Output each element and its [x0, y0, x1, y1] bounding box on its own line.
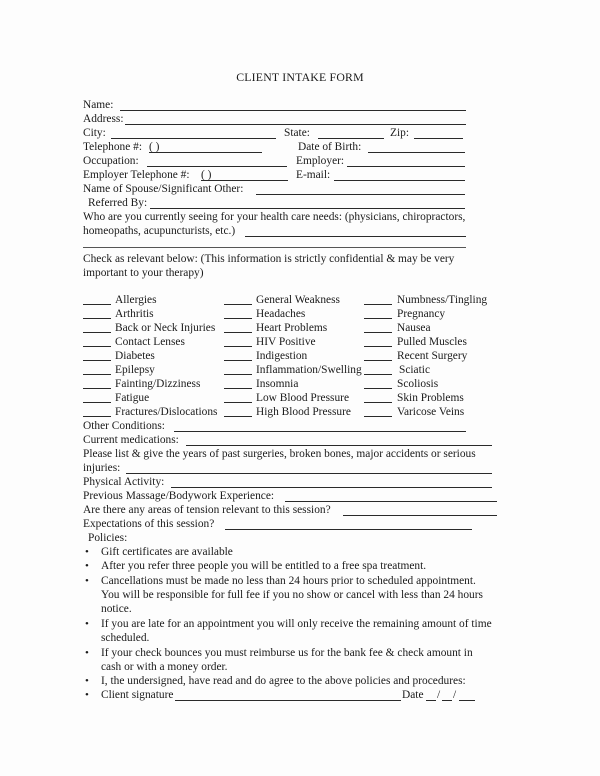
- policy-item-continued: scheduled.: [101, 632, 150, 644]
- policy-item: I, the undersigned, have read and do agree to the above policies and procedures:: [101, 675, 466, 687]
- date-separator: /: [437, 689, 441, 701]
- previous-massage-label: Previous Massage/Bodywork Experience:: [83, 490, 275, 502]
- condition-item[interactable]: Skin Problems: [397, 392, 464, 404]
- condition-item[interactable]: Varicose Veins: [397, 406, 465, 418]
- surgeries-question-line2: injuries:: [83, 462, 121, 474]
- bullet-icon: •: [85, 560, 89, 572]
- dob-line[interactable]: [368, 152, 465, 153]
- zip-line[interactable]: [414, 138, 463, 139]
- zip-label: Zip:: [390, 127, 409, 139]
- city-line[interactable]: [111, 138, 276, 139]
- condition-item[interactable]: Nausea: [397, 322, 431, 334]
- condition-item[interactable]: Numbness/Tingling: [397, 294, 488, 306]
- health-care-extra-line[interactable]: [83, 247, 466, 248]
- condition-item[interactable]: Pregnancy: [397, 308, 446, 320]
- condition-item[interactable]: Indigestion: [256, 350, 308, 362]
- employer-telephone-paren: ( ): [201, 169, 212, 181]
- dob-label: Date of Birth:: [298, 141, 362, 153]
- date-separator: /: [453, 689, 457, 701]
- condition-item[interactable]: Insomnia: [256, 378, 299, 390]
- condition-item[interactable]: Pulled Muscles: [397, 336, 467, 348]
- physical-activity-label: Physical Activity:: [83, 476, 165, 488]
- policy-item: After you refer three people you will be entitled to a free spa treatment.: [101, 560, 427, 572]
- condition-item[interactable]: Fainting/Dizziness: [115, 378, 201, 390]
- condition-item[interactable]: Arthritis: [115, 308, 154, 320]
- employer-label: Employer:: [296, 155, 345, 167]
- check-intro-line1: Check as relevant below: (This information is strictly confidential & may be very: [83, 253, 455, 265]
- condition-item[interactable]: Fractures/Dislocations: [115, 406, 218, 418]
- state-label: State:: [284, 127, 310, 139]
- spouse-label: Name of Spouse/Significant Other:: [83, 183, 244, 195]
- tension-line[interactable]: [343, 515, 497, 516]
- email-label: E-mail:: [296, 169, 331, 181]
- condition-item[interactable]: Scoliosis: [397, 378, 439, 390]
- occupation-line[interactable]: [147, 166, 287, 167]
- city-label: City:: [83, 127, 106, 139]
- tension-question-label: Are there any areas of tension relevant to this session?: [83, 504, 331, 516]
- condition-item[interactable]: Epilepsy: [115, 364, 155, 376]
- policy-item: If your check bounces you must reimburse us for the bank fee & check amount in: [101, 647, 473, 659]
- current-medications-line[interactable]: [186, 445, 492, 446]
- condition-item[interactable]: Back or Neck Injuries: [115, 322, 216, 334]
- surgeries-question-line1: Please list & give the years of past surgeries, broken bones, major accidents or serious: [83, 448, 476, 460]
- condition-item[interactable]: Inflammation/Swelling: [256, 364, 362, 376]
- occupation-label: Occupation:: [83, 155, 139, 167]
- expectations-label: Expectations of this session?: [83, 518, 215, 530]
- policy-item-continued: cash or with a money order.: [101, 661, 228, 673]
- policy-item: Gift certificates are available: [101, 546, 233, 558]
- bullet-icon: •: [85, 675, 89, 687]
- name-label: Name:: [83, 99, 114, 111]
- telephone-paren: ( ): [149, 141, 160, 153]
- condition-item[interactable]: HIV Positive: [256, 336, 316, 348]
- employer-telephone-label: Employer Telephone #:: [83, 169, 190, 181]
- condition-item[interactable]: Low Blood Pressure: [256, 392, 350, 404]
- bullet-icon: •: [85, 618, 89, 630]
- condition-item[interactable]: Headaches: [256, 308, 306, 320]
- health-care-question-line1: Who are you currently seeing for your health care needs: (physicians, chiropractors,: [83, 211, 466, 223]
- surgeries-line[interactable]: [126, 473, 492, 474]
- date-year-field[interactable]: [459, 700, 475, 701]
- health-care-line[interactable]: [245, 236, 466, 237]
- employer-telephone-line[interactable]: [201, 180, 288, 181]
- policy-item-continued: You will be responsible for full fee if you no show or cancel with less than 24 hours: [101, 589, 483, 601]
- other-conditions-line[interactable]: [174, 431, 466, 432]
- current-medications-label: Current medications:: [83, 434, 179, 446]
- policy-item-continued: notice.: [101, 603, 132, 615]
- state-line[interactable]: [318, 138, 384, 139]
- condition-item[interactable]: Sciatic: [399, 364, 430, 376]
- check-intro-line2: important to your therapy): [83, 267, 204, 279]
- policy-item: If you are late for an appointment you will only receive the remaining amount of time: [101, 618, 492, 630]
- name-line[interactable]: [120, 110, 466, 111]
- employer-line[interactable]: [347, 166, 465, 167]
- condition-item[interactable]: Contact Lenses: [115, 336, 185, 348]
- bullet-icon: •: [85, 546, 89, 558]
- spouse-line[interactable]: [256, 194, 465, 195]
- other-conditions-label: Other Conditions:: [83, 420, 165, 432]
- date-day-field[interactable]: [442, 700, 452, 701]
- condition-item[interactable]: Heart Problems: [256, 322, 328, 334]
- form-title: CLIENT INTAKE FORM: [236, 70, 364, 84]
- condition-item[interactable]: General Weakness: [256, 294, 340, 306]
- telephone-label: Telephone #:: [83, 141, 142, 153]
- referred-line[interactable]: [150, 208, 465, 209]
- health-care-question-line2: homeopaths, acupuncturists, etc.): [83, 225, 236, 237]
- email-line[interactable]: [334, 180, 465, 181]
- address-line[interactable]: [125, 124, 466, 125]
- address-label: Address:: [83, 113, 124, 125]
- condition-item[interactable]: Diabetes: [115, 350, 155, 362]
- expectations-line[interactable]: [225, 529, 472, 530]
- bullet-icon: •: [85, 647, 89, 659]
- condition-item[interactable]: High Blood Pressure: [256, 406, 351, 418]
- policies-heading: Policies:: [88, 532, 128, 544]
- referred-label: Referred By:: [88, 197, 148, 209]
- previous-massage-line[interactable]: [285, 501, 497, 502]
- condition-item[interactable]: Allergies: [115, 294, 157, 306]
- condition-item[interactable]: Recent Surgery: [397, 350, 468, 362]
- condition-item[interactable]: Fatigue: [115, 392, 150, 404]
- policy-item: Cancellations must be made no less than 24 hours prior to scheduled appointment.: [101, 575, 476, 587]
- date-month-field[interactable]: [426, 700, 436, 701]
- physical-activity-line[interactable]: [171, 487, 492, 488]
- telephone-line[interactable]: [149, 152, 262, 153]
- bullet-icon: •: [85, 575, 89, 587]
- date-label: Date: [402, 689, 424, 701]
- client-signature-line[interactable]: [175, 700, 401, 701]
- bullet-icon: •: [85, 689, 89, 701]
- client-signature-label: Client signature: [101, 689, 174, 701]
